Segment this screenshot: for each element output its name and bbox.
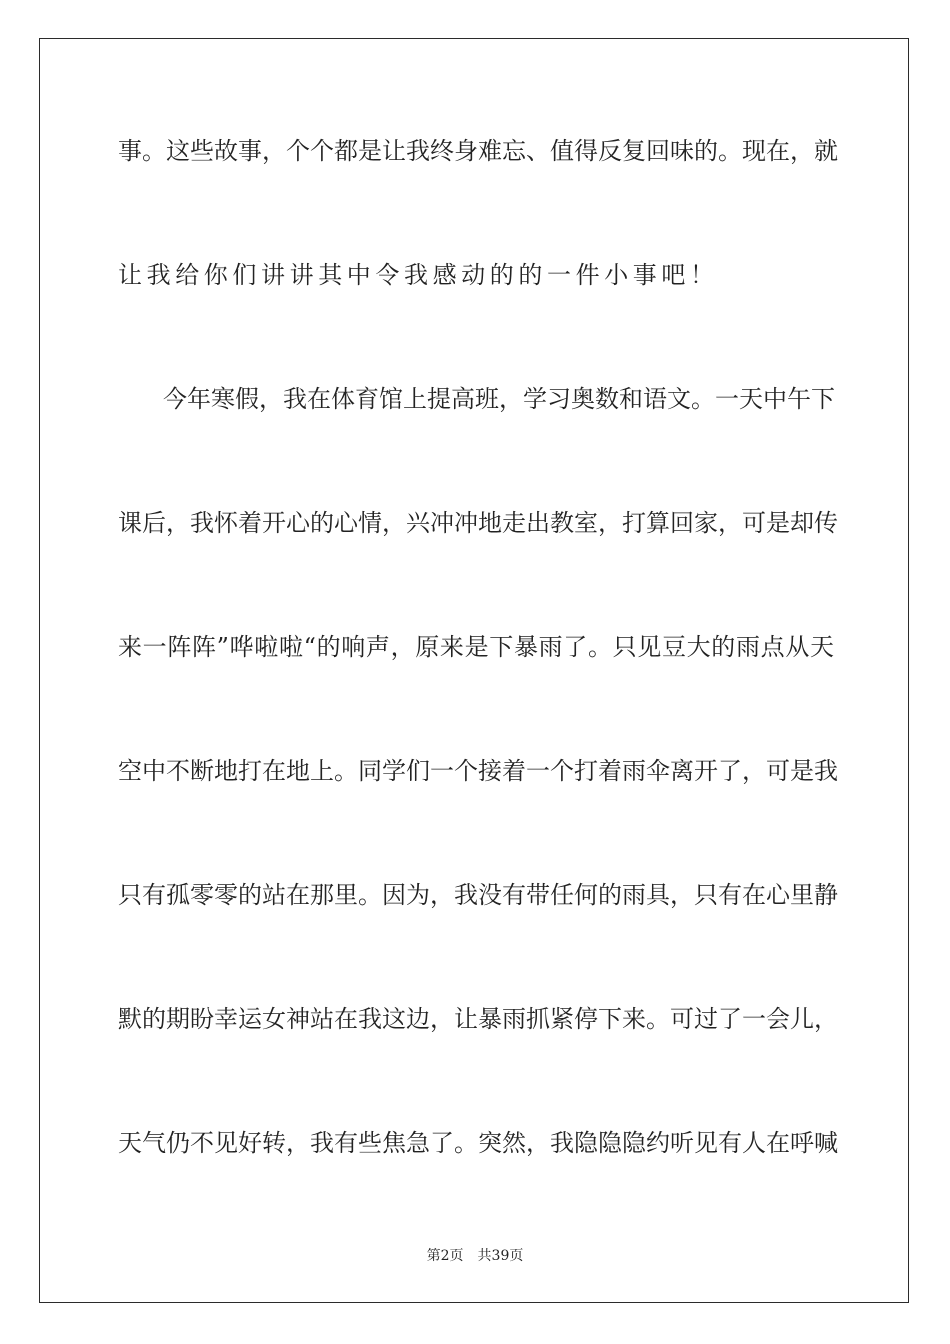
page-footer <box>0 1246 950 1266</box>
body-text-line: 默的期盼幸运女神站在我这边，让暴雨抓紧停下来。可过了一会儿， <box>118 1005 838 1033</box>
page-total: 共39页 <box>477 1248 524 1264</box>
body-text-line: 天气仍不见好转，我有些焦急了。突然，我隐隐隐约听见有人在呼喊 <box>118 1129 838 1157</box>
page-border <box>39 38 909 1303</box>
body-text-line: 课后，我怀着开心的心情，兴冲冲地走出教室，打算回家，可是却传 <box>118 509 838 537</box>
body-text-line: 来一阵阵”哗啦啦“的响声，原来是下暴雨了。只见豆大的雨点从天 <box>118 633 834 661</box>
body-text-line: 空中不断地打在地上。同学们一个接着一个打着雨伞离开了，可是我 <box>118 757 838 785</box>
body-text-line: 只有孤零零的站在那里。因为，我没有带任何的雨具，只有在心里静 <box>118 881 838 909</box>
paragraph-first-line: 今年寒假，我在体育馆上提高班，学习奥数和语文。一天中午下 <box>163 385 835 413</box>
page-number: 第2页 <box>426 1248 464 1264</box>
body-text-line: 事。这些故事，个个都是让我终身难忘、值得反复回味的。现在，就 <box>118 137 838 165</box>
body-text-line: 让我给你们讲讲其中令我感动的的一件小事吧！ <box>118 261 719 289</box>
